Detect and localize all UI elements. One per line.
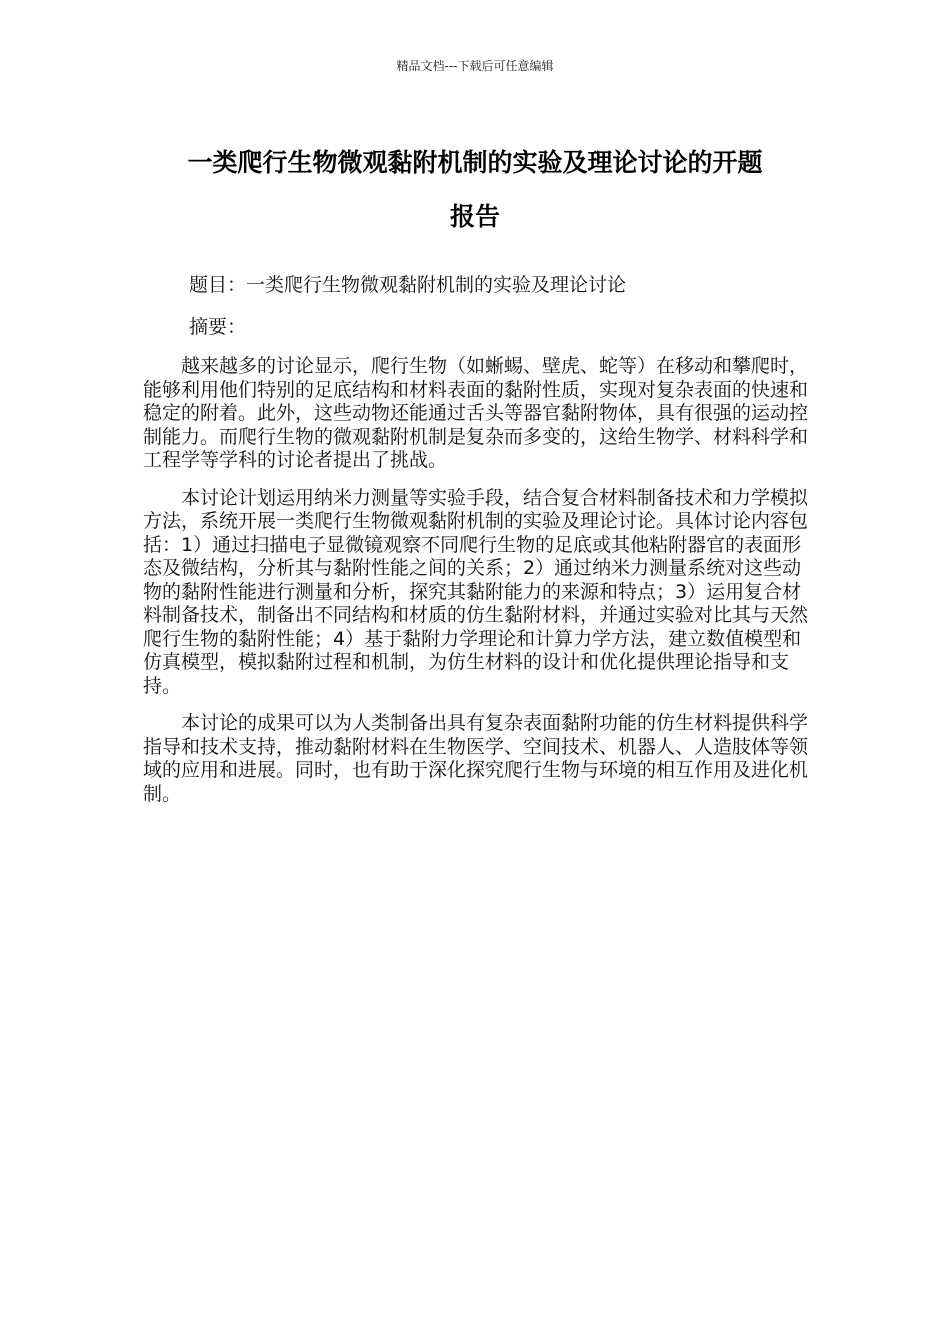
paragraph-2: 本讨论计划运用纳米力测量等实验手段，结合复合材料制备技术和力学模拟方法，系统开展一类爬行生物微观黏附机制的实验及理论讨论。具体讨论内容包括：1）通过扫描电子显微镜观察不同爬行生物的足底或其他粘附器官的表面形态及微结构，分析其与黏附性能之间的关系；2）通过纳米力测量系统对这些动物的黏附性能进行测量和分析，探究其黏附能力的来源和特点；3）运用复合材料制备技术，制备出不同结构和材质的仿生黏附材料，并通过实验对比其与天然爬行生物的黏附性能；4）基于黏附力学理论和计算力学方法，建立数值模型和仿真模型，模拟黏附过程和机制，为仿生材料的设计和优化提供理论指导和支持。 [143, 486, 809, 697]
document-title [130, 136, 820, 244]
abstract-body [143, 355, 810, 820]
document-title-line-2: 报告 [449, 202, 500, 231]
paragraph-3: 本讨论的成果可以为人类制备出具有复杂表面黏附功能的仿生材料提供科学指导和技术支持，推动黏附材料在生物医学、空间技术、机器人、人造肢体等领域的应用和进展。同时，也有助于深化探究爬行生物与环境的相互作用及进化机制。 [143, 712, 809, 805]
abstract-label: 摘要： [189, 316, 247, 338]
paragraph-1: 越来越多的讨论显示，爬行生物（如蜥蜴、壁虎、蛇等）在移动和攀爬时，能够利用他们特别的足底结构和材料表面的黏附性质，实现对复杂表面的快速和稳定的附着。此外，这些动物还能通过舌头等器官黏附物体，具有很强的运动控制能力。而爬行生物的微观黏附机制是复杂而多变的，这给生物学、材料科学和工程学等学科的讨论者提出了挑战。 [143, 355, 809, 471]
document-title-line-1: 一类爬行生物微观黏附机制的实验及理论讨论的开题 [187, 148, 763, 177]
header-note: 精品文档---下载后可任意编辑 [396, 59, 554, 73]
topic-line: 题目：一类爬行生物微观黏附机制的实验及理论讨论 [189, 274, 627, 296]
